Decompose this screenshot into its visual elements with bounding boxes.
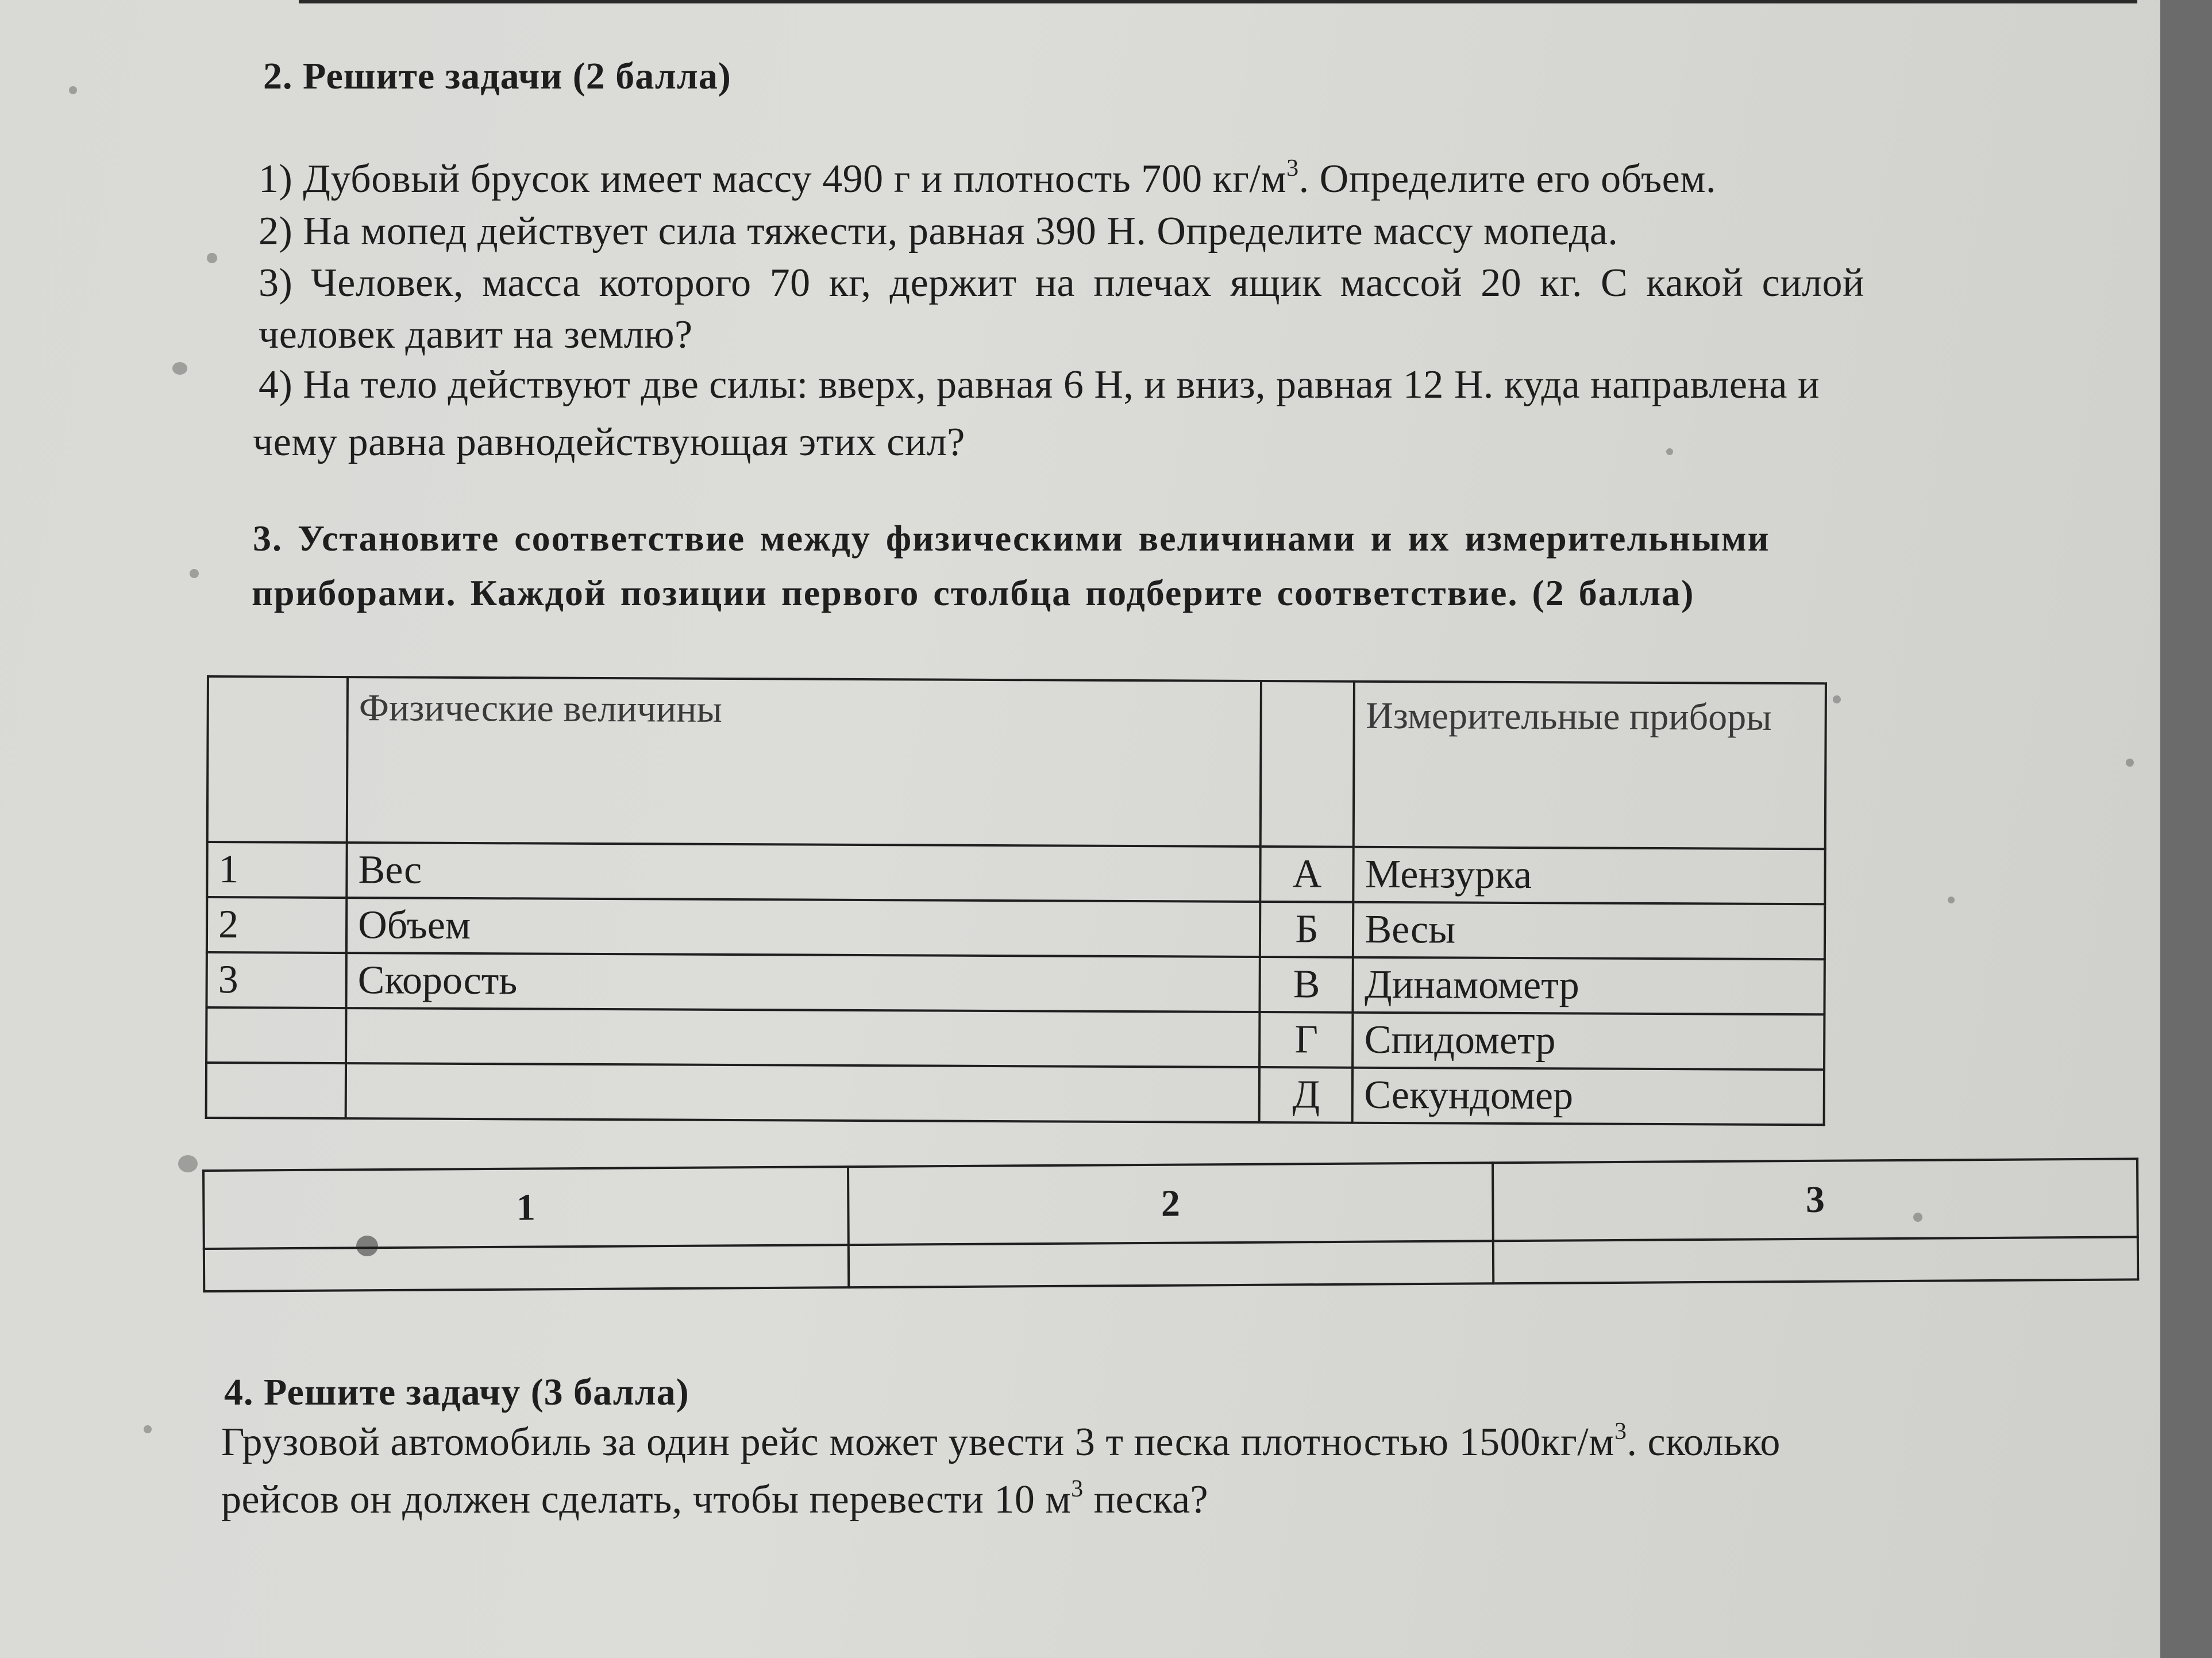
row-quantity bbox=[346, 1008, 1260, 1067]
table-row bbox=[206, 1063, 1824, 1125]
row-letter: В bbox=[1260, 957, 1353, 1013]
row-quantity: Вес bbox=[346, 843, 1261, 902]
row-letter: Г bbox=[1259, 1012, 1352, 1068]
answer-table-header bbox=[203, 1159, 2138, 1249]
toner-speck bbox=[69, 86, 77, 94]
row-letter: Б bbox=[1260, 902, 1353, 957]
row-quantity: Скорость bbox=[346, 953, 1261, 1012]
row-letter: Д bbox=[1259, 1067, 1352, 1123]
section-4-text-end: . сколько bbox=[1627, 1420, 1781, 1464]
matching-table bbox=[205, 675, 1827, 1126]
section-3-title-line-2: приборами. Каждой позиции первого столбца подберите соответствие. (2 балла) bbox=[252, 572, 1695, 613]
header-quantities: Физические величины bbox=[347, 677, 1262, 847]
section-3-title-line-1: 3. Установите соответствие между физическими величинами и их измерительными bbox=[253, 518, 1770, 559]
problem-1 bbox=[259, 156, 1716, 202]
row-number bbox=[206, 1007, 346, 1063]
section-4-superscript-2: 3 bbox=[1071, 1476, 1084, 1502]
answer-header-2: 2 bbox=[848, 1163, 1493, 1245]
row-device: Мензурка bbox=[1354, 847, 1825, 905]
matching-table-header bbox=[207, 676, 1826, 849]
answer-cell-2[interactable] bbox=[849, 1241, 1493, 1287]
toner-speck bbox=[144, 1425, 152, 1433]
answer-header-3: 3 bbox=[1493, 1159, 2138, 1241]
section-2-title: 2. Решите задачи (2 балла) bbox=[263, 55, 731, 97]
row-letter: А bbox=[1261, 847, 1354, 902]
table-row bbox=[206, 952, 1824, 1014]
problem-1-text-end: . Определите его объем. bbox=[1298, 157, 1717, 201]
row-quantity: Объем bbox=[346, 898, 1261, 957]
section-4-text: Грузовой автомобиль за один рейс может увести 3 т песка плотностью 1500кг/м bbox=[221, 1420, 1614, 1464]
toner-speck bbox=[178, 1155, 198, 1172]
toner-speck bbox=[172, 362, 187, 375]
section-4-text-2-end: песка? bbox=[1083, 1478, 1209, 1522]
problem-3-line-2: человек давит на землю? bbox=[259, 313, 693, 357]
toner-speck bbox=[207, 253, 217, 263]
problem-2: 2) На мопед действует сила тяжести, равная 390 Н. Определите массу мопеда. bbox=[259, 209, 1618, 253]
section-4-text-2: рейсов он должен сделать, чтобы перевести 10 м bbox=[221, 1478, 1072, 1522]
toner-speck bbox=[1948, 897, 1955, 903]
row-device: Динамометр bbox=[1353, 957, 1825, 1015]
header-num-cell bbox=[207, 676, 348, 843]
row-device: Весы bbox=[1353, 902, 1825, 960]
problem-1-superscript: 3 bbox=[1286, 155, 1299, 182]
row-number: 3 bbox=[206, 952, 346, 1008]
row-number: 1 bbox=[207, 842, 347, 898]
answer-header-1: 1 bbox=[203, 1167, 849, 1249]
section-4-line-2 bbox=[221, 1477, 1208, 1523]
section-4-line-1 bbox=[221, 1420, 1781, 1465]
toner-speck bbox=[1666, 448, 1673, 455]
row-device: Секундомер bbox=[1352, 1068, 1824, 1125]
toner-speck bbox=[190, 569, 199, 578]
table-row bbox=[206, 1007, 1824, 1070]
header-devices-text: Измерительные приборы bbox=[1366, 694, 1772, 738]
answer-cell-3[interactable] bbox=[1493, 1237, 2138, 1283]
row-number: 2 bbox=[207, 897, 347, 953]
header-letter-cell bbox=[1261, 681, 1354, 847]
answer-table bbox=[202, 1157, 2139, 1292]
problem-1-text: 1) Дубовый брусок имеет массу 490 г и плотность 700 кг/м bbox=[259, 157, 1287, 201]
problem-3-line-1: 3) Человек, масса которого 70 кг, держит на плечах ящик массой 20 кг. С какой силой bbox=[259, 261, 1865, 305]
problem-4-line-2: чему равна равнодействующая этих сил? bbox=[253, 420, 965, 464]
row-quantity bbox=[346, 1063, 1260, 1122]
section-4-superscript: 3 bbox=[1614, 1418, 1627, 1445]
problem-4-line-1: 4) На тело действуют две силы: вверх, равная 6 Н, и вниз, равная 12 Н. куда направлена и bbox=[259, 363, 1820, 407]
header-devices bbox=[1354, 682, 1826, 849]
toner-speck bbox=[1833, 695, 1841, 703]
table-row bbox=[207, 897, 1825, 959]
row-number bbox=[206, 1063, 346, 1118]
toner-speck bbox=[2126, 759, 2134, 767]
answer-cell-1[interactable] bbox=[204, 1245, 849, 1291]
table-row bbox=[207, 842, 1825, 904]
top-border-line bbox=[299, 0, 2137, 3]
row-device: Спидометр bbox=[1353, 1013, 1825, 1070]
section-4-title: 4. Решите задачу (3 балла) bbox=[224, 1371, 689, 1413]
